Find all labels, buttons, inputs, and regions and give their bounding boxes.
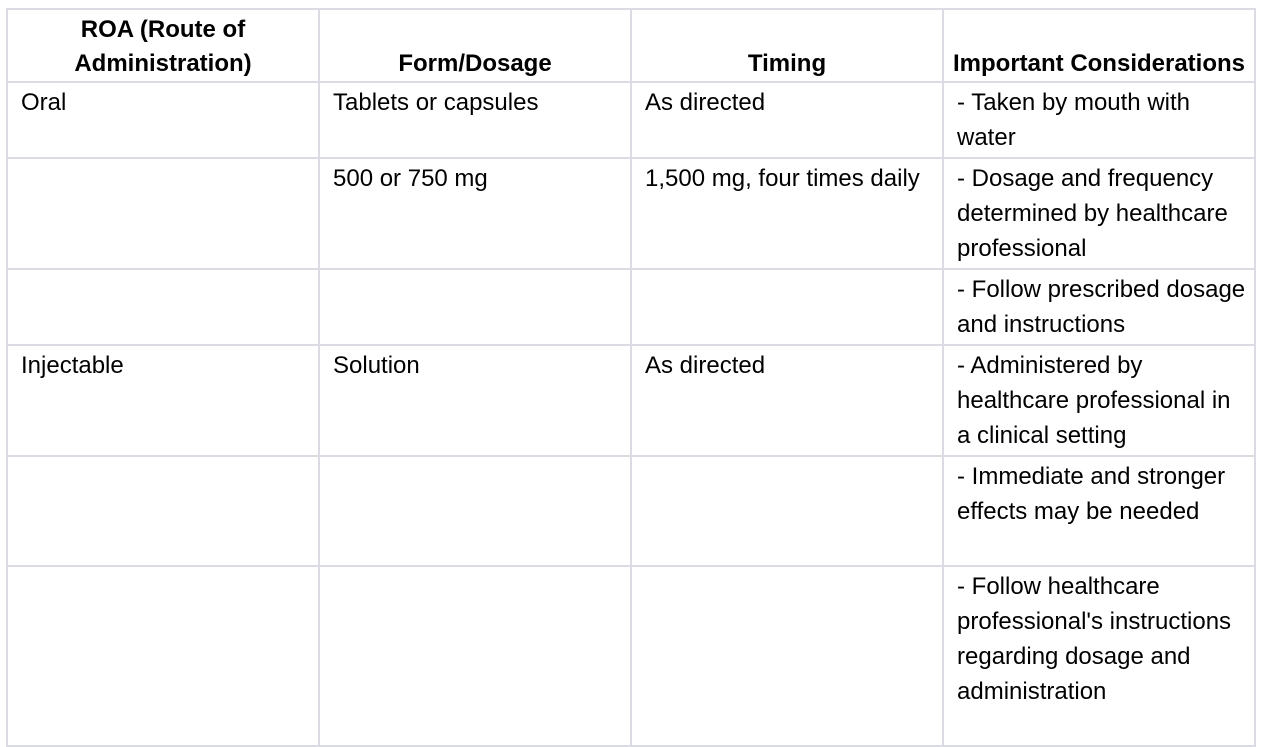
cell-roa: Oral <box>7 82 319 158</box>
cell-form-dosage <box>319 566 631 746</box>
medication-table-container <box>6 8 1256 747</box>
cell-form-dosage: Tablets or capsules <box>319 82 631 158</box>
cell-form-dosage <box>319 456 631 566</box>
cell-considerations: - Dosage and frequency determined by healthcare professional <box>943 158 1255 269</box>
cell-form-dosage: Solution <box>319 345 631 456</box>
cell-considerations: - Follow healthcare professional's instructions regarding dosage and administration <box>943 566 1255 746</box>
table-header-row <box>7 9 1255 82</box>
cell-roa <box>7 269 319 345</box>
cell-timing <box>631 566 943 746</box>
cell-timing <box>631 269 943 345</box>
medication-table <box>6 8 1256 747</box>
table-row <box>7 158 1255 269</box>
header-considerations: Important Considerations <box>943 9 1255 82</box>
cell-timing <box>631 456 943 566</box>
header-roa: ROA (Route of Administration) <box>7 9 319 82</box>
header-timing: Timing <box>631 9 943 82</box>
cell-form-dosage <box>319 269 631 345</box>
cell-timing: As directed <box>631 345 943 456</box>
header-form-dosage: Form/Dosage <box>319 9 631 82</box>
table-row <box>7 269 1255 345</box>
cell-considerations: - Administered by healthcare professional in a clinical setting <box>943 345 1255 456</box>
table-row <box>7 456 1255 566</box>
cell-considerations: - Immediate and stronger effects may be needed <box>943 456 1255 566</box>
cell-timing: 1,500 mg, four times daily <box>631 158 943 269</box>
cell-roa: Injectable <box>7 345 319 456</box>
table-row <box>7 345 1255 456</box>
cell-roa <box>7 566 319 746</box>
cell-roa <box>7 456 319 566</box>
table-row <box>7 82 1255 158</box>
cell-form-dosage: 500 or 750 mg <box>319 158 631 269</box>
cell-timing: As directed <box>631 82 943 158</box>
cell-considerations: - Taken by mouth with water <box>943 82 1255 158</box>
table-row <box>7 566 1255 746</box>
cell-considerations: - Follow prescribed dosage and instructions <box>943 269 1255 345</box>
cell-roa <box>7 158 319 269</box>
